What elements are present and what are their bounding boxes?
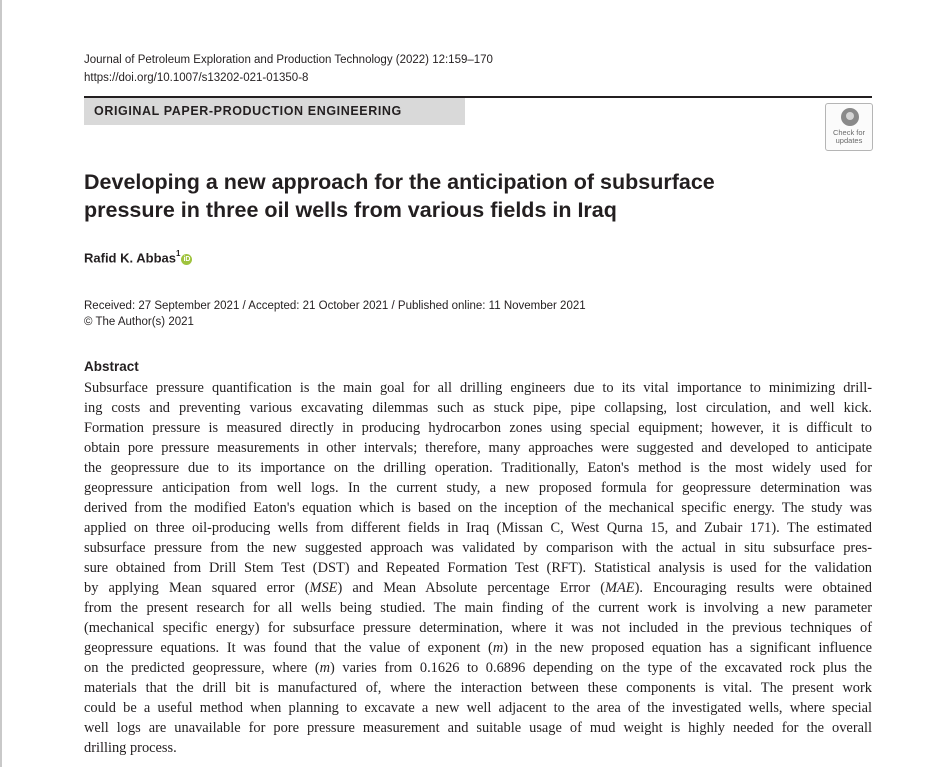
journal-citation: Journal of Petroleum Exploration and Production Technology (2022) 12:159–170 bbox=[84, 54, 493, 66]
publication-dates bbox=[84, 298, 586, 330]
abstract-line: Subsurface pressure quantification is the main goal for all drilling engineers due to its vital importance to minimizing drill- bbox=[84, 380, 872, 396]
page-edge bbox=[0, 0, 2, 767]
check-for-updates-icon bbox=[841, 108, 859, 126]
title-line: pressure in three oil wells from various fields in Iraq bbox=[84, 198, 617, 222]
abstract-line: derived from the modified Eaton's equation which is based on the inception of the mechanical specific energy. The study was bbox=[84, 500, 872, 516]
abstract-line: could be a useful method when planning to excavate a new well adjacent to the area of the investigated wells, where special bbox=[84, 700, 872, 716]
journal-header bbox=[84, 51, 493, 87]
abstract-line: subsurface pressure from the new suggested approach was validated by comparison with the actual in situ subsurface pres- bbox=[84, 540, 872, 556]
abstract-line: Formation pressure is measured directly in producing hydrocarbon zones using special equipment; however, it is difficult to bbox=[84, 420, 872, 436]
affiliation-mark: 1 bbox=[175, 249, 181, 258]
abstract-heading: Abstract bbox=[84, 359, 139, 374]
paper-title bbox=[84, 168, 784, 224]
author-line bbox=[84, 250, 192, 265]
abstract-line: sure obtained from Drill Stem Test (DST) and Repeated Formation Test (RFT). Statistical analysis is used for the validation bbox=[84, 560, 872, 576]
abstract-line: (mechanical specific energy) for subsurface pressure determination, where it was not included in the previous techniques of bbox=[84, 620, 872, 636]
abstract-line: from the present research for all wells being studied. The main finding of the current work is involving a new parameter bbox=[84, 600, 872, 616]
check-for-updates-label: Check for updates bbox=[832, 128, 866, 145]
abstract-line: applied on three oil-producing wells from different fields in Iraq (Missan C, West Qurna 15, and Zubair 171). The estimated bbox=[84, 520, 872, 536]
abstract-line: geopressure anticipation from well logs. In the current study, a new proposed formula for geopressure determination was bbox=[84, 480, 872, 496]
abstract-line: drilling process. bbox=[84, 740, 177, 756]
abstract-line: the geopressure due to its importance on the drilling operation. Traditionally, Eaton's method is the most widely used for bbox=[84, 460, 872, 476]
copyright: © The Author(s) 2021 bbox=[84, 316, 194, 328]
abstract-line: ing costs and preventing various excavating dilemmas such as stuck pipe, pipe collapsing, lost circulation, and well kick. bbox=[84, 400, 872, 416]
abstract-body bbox=[84, 378, 872, 758]
abstract-line: materials that the drill bit is manufactured of, where the interaction between these components is vital. The present work bbox=[84, 680, 872, 696]
section-label: ORIGINAL PAPER-PRODUCTION ENGINEERING bbox=[94, 104, 402, 118]
abstract-line: geopressure equations. It was found that the value of exponent (m) in the new proposed equation has a significant influence bbox=[84, 640, 872, 656]
orcid-icon[interactable]: iD bbox=[183, 256, 191, 264]
section-banner bbox=[84, 98, 465, 125]
check-for-updates-button[interactable] bbox=[825, 103, 873, 151]
abstract-line: by applying Mean squared error (MSE) and Mean Absolute percentage Error (MAE). Encouraging results were obtained bbox=[84, 580, 872, 596]
date-history: Received: 27 September 2021 / Accepted: 21 October 2021 / Published online: 11 November 2021 bbox=[84, 300, 586, 312]
author-name[interactable]: Rafid K. Abbas bbox=[84, 250, 176, 266]
abstract-line: obtain pore pressure measurements in other intervals; therefore, many approaches were suggested and developed to anticipate bbox=[84, 440, 872, 456]
abstract-line: well logs are unavailable for pore pressure measurement and suitable usage of mud weight is highly needed for the overall bbox=[84, 720, 872, 736]
abstract-line: on the predicted geopressure, where (m) varies from 0.1626 to 0.6896 depending on the type of the excavated rock plus the bbox=[84, 660, 872, 676]
title-line: Developing a new approach for the anticipation of subsurface bbox=[84, 170, 715, 194]
doi-link[interactable]: https://doi.org/10.1007/s13202-021-01350-8 bbox=[84, 72, 309, 84]
